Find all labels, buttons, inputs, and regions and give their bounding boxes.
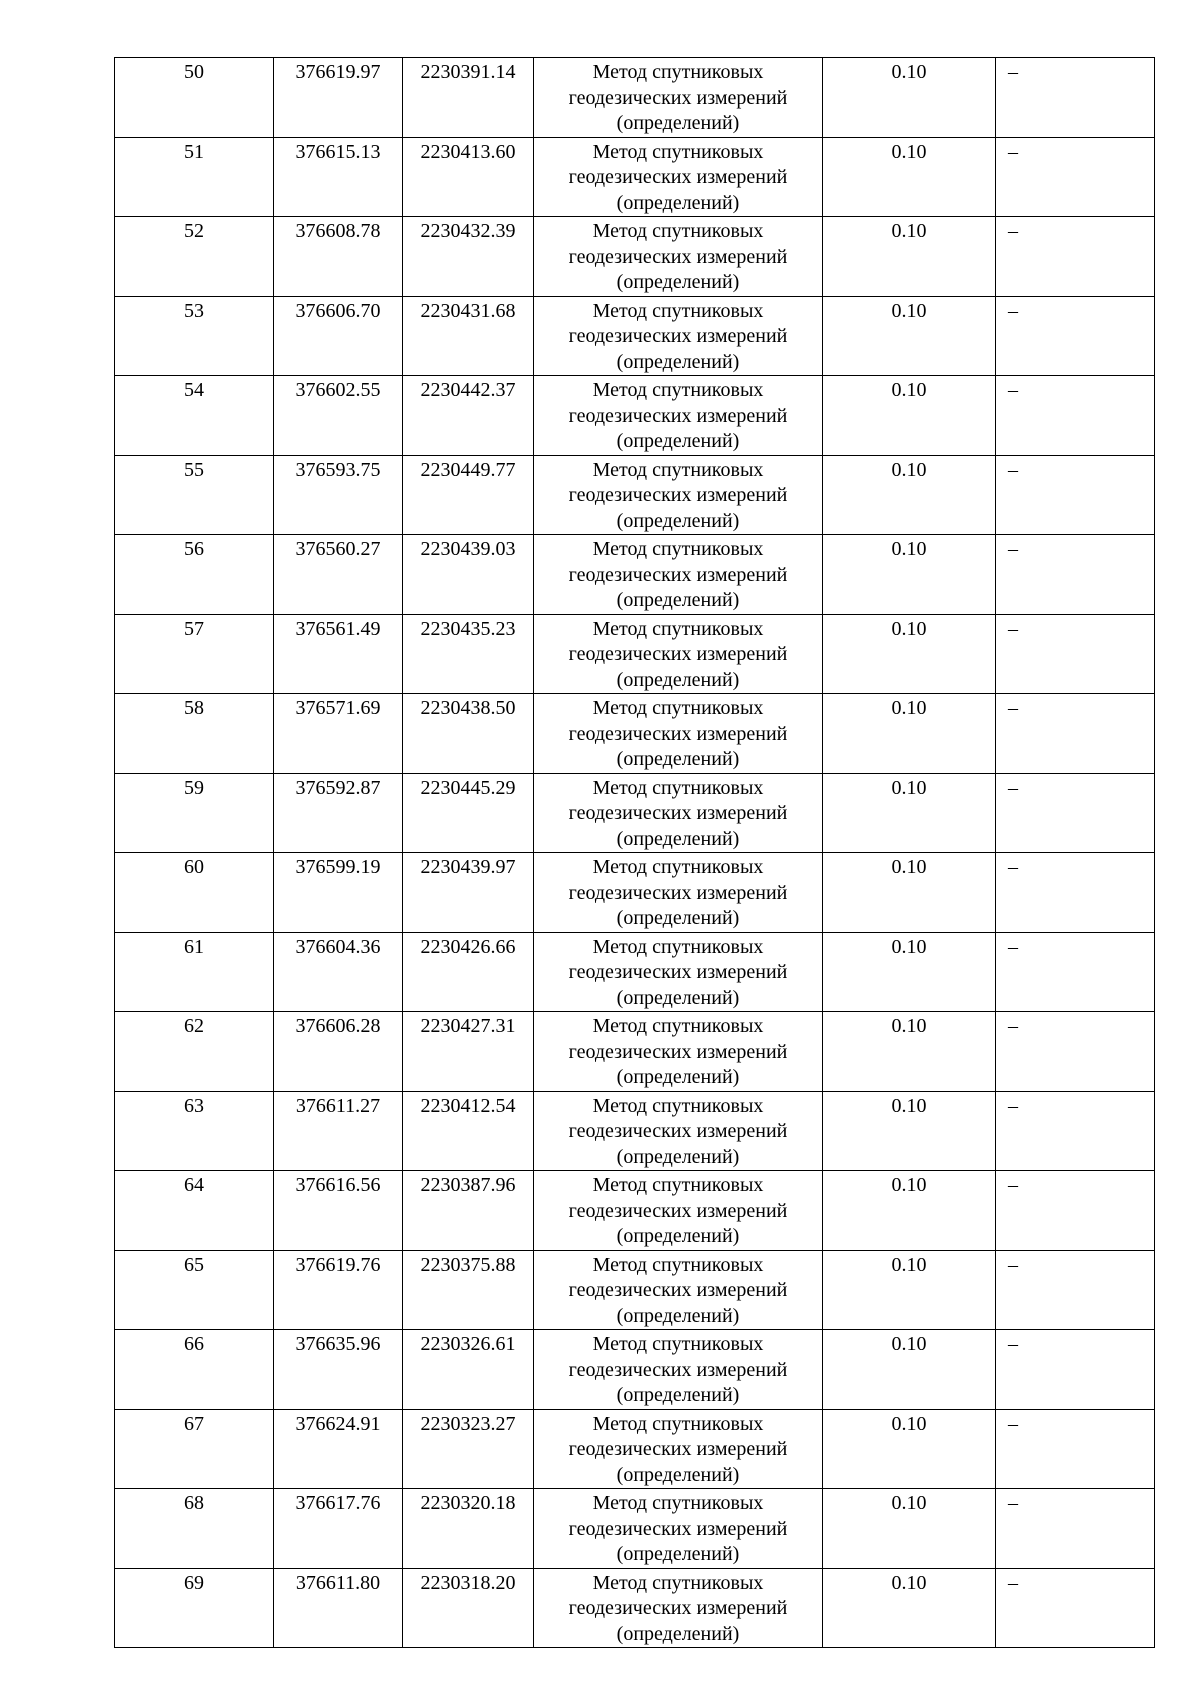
point-number-cell: 57	[115, 614, 274, 694]
method-text-line: Метод спутниковых	[592, 61, 764, 83]
method-text-line: (определений)	[616, 748, 740, 770]
x-coordinate-cell: 376616.56	[274, 1171, 403, 1251]
table-row	[115, 137, 1155, 217]
y-coordinate-cell: 2230318.20	[403, 1568, 534, 1648]
y-coordinate-cell: 2230438.50	[403, 694, 534, 774]
note-cell: –	[996, 58, 1155, 138]
note-cell: –	[996, 376, 1155, 456]
point-number-cell: 68	[115, 1489, 274, 1569]
x-coordinate-cell: 376606.28	[274, 1012, 403, 1092]
x-coordinate-cell: 376624.91	[274, 1409, 403, 1489]
method-text-line: геодезических измерений	[568, 1358, 788, 1381]
y-coordinate-cell: 2230375.88	[403, 1250, 534, 1330]
method-cell	[534, 1012, 823, 1092]
method-text-line: (определений)	[616, 1622, 740, 1645]
table-row	[115, 535, 1155, 615]
method-text-line: Метод спутниковых	[592, 1174, 764, 1196]
x-coordinate-cell: 376561.49	[274, 614, 403, 694]
note-cell: –	[996, 1171, 1155, 1251]
table-row	[115, 58, 1155, 138]
accuracy-cell: 0.10	[823, 1250, 996, 1330]
y-coordinate-cell: 2230445.29	[403, 773, 534, 853]
method-text-line: геодезических измерений	[568, 1597, 788, 1619]
table-row	[115, 296, 1155, 376]
accuracy-cell: 0.10	[823, 1568, 996, 1648]
method-text-line: геодезических измерений	[568, 1040, 788, 1063]
method-text-line: Метод спутниковых	[592, 1412, 764, 1435]
accuracy-cell: 0.10	[823, 853, 996, 933]
method-text-line: Метод спутниковых	[592, 220, 764, 242]
method-text-line: геодезических измерений	[568, 1517, 788, 1540]
method-cell	[534, 455, 823, 535]
note-cell: –	[996, 932, 1155, 1012]
method-text-line: геодезических измерений	[568, 484, 788, 506]
method-cell	[534, 773, 823, 853]
note-cell: –	[996, 773, 1155, 853]
x-coordinate-cell: 376593.75	[274, 455, 403, 535]
y-coordinate-cell: 2230435.23	[403, 614, 534, 694]
table-row	[115, 455, 1155, 535]
table-row	[115, 1409, 1155, 1489]
y-coordinate-cell: 2230413.60	[403, 137, 534, 217]
point-number-cell: 59	[115, 773, 274, 853]
x-coordinate-cell: 376635.96	[274, 1330, 403, 1410]
method-cell	[534, 1409, 823, 1489]
method-text-line: (определений)	[616, 1384, 740, 1406]
method-text-line: Метод спутниковых	[592, 140, 764, 163]
point-number-cell: 61	[115, 932, 274, 1012]
point-number-cell: 53	[115, 296, 274, 376]
method-text-line: геодезических измерений	[568, 722, 788, 745]
y-coordinate-cell: 2230439.97	[403, 853, 534, 933]
y-coordinate-cell: 2230323.27	[403, 1409, 534, 1489]
accuracy-cell: 0.10	[823, 137, 996, 217]
method-text-line: (определений)	[616, 1145, 740, 1168]
method-cell	[534, 853, 823, 933]
x-coordinate-cell: 376606.70	[274, 296, 403, 376]
method-cell	[534, 217, 823, 297]
accuracy-cell: 0.10	[823, 1409, 996, 1489]
note-cell: –	[996, 296, 1155, 376]
method-text-line: Метод спутниковых	[592, 1571, 764, 1594]
accuracy-cell: 0.10	[823, 1489, 996, 1569]
point-number-cell: 60	[115, 853, 274, 933]
method-text-line: (определений)	[616, 430, 740, 452]
method-cell	[534, 1091, 823, 1171]
method-text-line: (определений)	[616, 668, 740, 691]
accuracy-cell: 0.10	[823, 535, 996, 615]
table-row	[115, 1250, 1155, 1330]
accuracy-cell: 0.10	[823, 1091, 996, 1171]
y-coordinate-cell: 2230426.66	[403, 932, 534, 1012]
note-cell: –	[996, 1489, 1155, 1569]
method-text-line: Метод спутниковых	[592, 1492, 764, 1514]
accuracy-cell: 0.10	[823, 614, 996, 694]
method-text-line: Метод спутниковых	[592, 1253, 764, 1276]
accuracy-cell: 0.10	[823, 455, 996, 535]
note-cell: –	[996, 1568, 1155, 1648]
x-coordinate-cell: 376571.69	[274, 694, 403, 774]
method-text-line: геодезических измерений	[568, 961, 788, 983]
y-coordinate-cell: 2230431.68	[403, 296, 534, 376]
x-coordinate-cell: 376604.36	[274, 932, 403, 1012]
accuracy-cell: 0.10	[823, 694, 996, 774]
note-cell: –	[996, 853, 1155, 933]
y-coordinate-cell: 2230391.14	[403, 58, 534, 138]
method-text-line: (определений)	[616, 1543, 740, 1565]
point-number-cell: 54	[115, 376, 274, 456]
point-number-cell: 66	[115, 1330, 274, 1410]
table-row	[115, 1012, 1155, 1092]
table-row	[115, 614, 1155, 694]
method-cell	[534, 614, 823, 694]
point-number-cell: 50	[115, 58, 274, 138]
table-row	[115, 932, 1155, 1012]
table-row	[115, 1568, 1155, 1648]
method-text-line: (определений)	[616, 1225, 740, 1247]
method-cell	[534, 58, 823, 138]
x-coordinate-cell: 376599.19	[274, 853, 403, 933]
method-cell	[534, 1330, 823, 1410]
x-coordinate-cell: 376560.27	[274, 535, 403, 615]
y-coordinate-cell: 2230432.39	[403, 217, 534, 297]
y-coordinate-cell: 2230326.61	[403, 1330, 534, 1410]
method-text-line: Метод спутниковых	[592, 935, 764, 958]
y-coordinate-cell: 2230427.31	[403, 1012, 534, 1092]
x-coordinate-cell: 376617.76	[274, 1489, 403, 1569]
method-text-line: (определений)	[616, 350, 740, 373]
accuracy-cell: 0.10	[823, 1171, 996, 1251]
accuracy-cell: 0.10	[823, 217, 996, 297]
method-text-line: геодезических измерений	[568, 245, 788, 268]
method-text-line: Метод спутниковых	[592, 538, 764, 560]
method-text-line: геодезических измерений	[568, 1279, 788, 1301]
note-cell: –	[996, 137, 1155, 217]
method-text-line: геодезических измерений	[568, 1120, 788, 1142]
method-cell	[534, 932, 823, 1012]
note-cell: –	[996, 1250, 1155, 1330]
point-number-cell: 67	[115, 1409, 274, 1489]
table-row	[115, 217, 1155, 297]
method-text-line: (определений)	[616, 1463, 740, 1486]
table-row	[115, 694, 1155, 774]
point-number-cell: 51	[115, 137, 274, 217]
method-text-line: (определений)	[616, 1304, 740, 1327]
point-number-cell: 64	[115, 1171, 274, 1251]
method-cell	[534, 1171, 823, 1251]
note-cell: –	[996, 1409, 1155, 1489]
x-coordinate-cell: 376611.27	[274, 1091, 403, 1171]
accuracy-cell: 0.10	[823, 773, 996, 853]
method-text-line: Метод спутниковых	[592, 458, 764, 481]
method-cell	[534, 535, 823, 615]
table-row	[115, 1091, 1155, 1171]
y-coordinate-cell: 2230442.37	[403, 376, 534, 456]
y-coordinate-cell: 2230412.54	[403, 1091, 534, 1171]
y-coordinate-cell: 2230439.03	[403, 535, 534, 615]
point-number-cell: 63	[115, 1091, 274, 1171]
x-coordinate-cell: 376592.87	[274, 773, 403, 853]
x-coordinate-cell: 376619.97	[274, 58, 403, 138]
note-cell: –	[996, 1330, 1155, 1410]
point-number-cell: 56	[115, 535, 274, 615]
table-row	[115, 853, 1155, 933]
x-coordinate-cell: 376608.78	[274, 217, 403, 297]
coordinates-table	[114, 57, 1155, 1648]
accuracy-cell: 0.10	[823, 932, 996, 1012]
point-number-cell: 58	[115, 694, 274, 774]
table-row	[115, 1330, 1155, 1410]
x-coordinate-cell: 376615.13	[274, 137, 403, 217]
method-text-line: Метод спутниковых	[592, 1333, 764, 1355]
method-text-line: (определений)	[616, 271, 740, 293]
method-text-line: (определений)	[616, 907, 740, 929]
method-text-line: (определений)	[616, 191, 740, 214]
method-cell	[534, 1489, 823, 1569]
note-cell: –	[996, 1012, 1155, 1092]
accuracy-cell: 0.10	[823, 296, 996, 376]
method-text-line: Метод спутниковых	[592, 1015, 764, 1037]
table-row	[115, 773, 1155, 853]
method-text-line: геодезических измерений	[568, 1199, 788, 1222]
y-coordinate-cell: 2230320.18	[403, 1489, 534, 1569]
method-text-line: Метод спутниковых	[592, 776, 764, 799]
accuracy-cell: 0.10	[823, 1330, 996, 1410]
point-number-cell: 52	[115, 217, 274, 297]
method-cell	[534, 137, 823, 217]
method-cell	[534, 694, 823, 774]
x-coordinate-cell: 376602.55	[274, 376, 403, 456]
method-text-line: (определений)	[616, 509, 740, 532]
accuracy-cell: 0.10	[823, 376, 996, 456]
method-text-line: геодезических измерений	[568, 563, 788, 586]
note-cell: –	[996, 217, 1155, 297]
table-body	[115, 58, 1155, 1648]
note-cell: –	[996, 535, 1155, 615]
note-cell: –	[996, 614, 1155, 694]
method-text-line: Метод спутниковых	[592, 1094, 764, 1117]
method-text-line: Метод спутниковых	[592, 299, 764, 322]
method-text-line: Метод спутниковых	[592, 379, 764, 401]
method-text-line: геодезических измерений	[568, 1438, 788, 1460]
point-number-cell: 69	[115, 1568, 274, 1648]
table-row	[115, 1171, 1155, 1251]
y-coordinate-cell: 2230387.96	[403, 1171, 534, 1251]
method-cell	[534, 1568, 823, 1648]
point-number-cell: 55	[115, 455, 274, 535]
method-text-line: геодезических измерений	[568, 802, 788, 824]
table-row	[115, 1489, 1155, 1569]
method-text-line: геодезических измерений	[568, 404, 788, 427]
method-text-line: (определений)	[616, 1066, 740, 1088]
table-row	[115, 376, 1155, 456]
x-coordinate-cell: 376611.80	[274, 1568, 403, 1648]
method-text-line: (определений)	[616, 589, 740, 611]
accuracy-cell: 0.10	[823, 58, 996, 138]
method-text-line: (определений)	[616, 112, 740, 134]
point-number-cell: 65	[115, 1250, 274, 1330]
method-cell	[534, 296, 823, 376]
note-cell: –	[996, 694, 1155, 774]
note-cell: –	[996, 455, 1155, 535]
method-text-line: геодезических измерений	[568, 881, 788, 904]
method-cell	[534, 376, 823, 456]
point-number-cell: 62	[115, 1012, 274, 1092]
method-text-line: геодезических измерений	[568, 325, 788, 347]
accuracy-cell: 0.10	[823, 1012, 996, 1092]
method-text-line: геодезических измерений	[568, 166, 788, 188]
method-text-line: (определений)	[616, 986, 740, 1009]
y-coordinate-cell: 2230449.77	[403, 455, 534, 535]
x-coordinate-cell: 376619.76	[274, 1250, 403, 1330]
method-text-line: Метод спутниковых	[592, 617, 764, 640]
note-cell: –	[996, 1091, 1155, 1171]
method-text-line: (определений)	[616, 827, 740, 850]
method-cell	[534, 1250, 823, 1330]
method-text-line: геодезических измерений	[568, 643, 788, 665]
method-text-line: Метод спутниковых	[592, 856, 764, 878]
method-text-line: Метод спутниковых	[592, 697, 764, 719]
method-text-line: геодезических измерений	[568, 86, 788, 109]
